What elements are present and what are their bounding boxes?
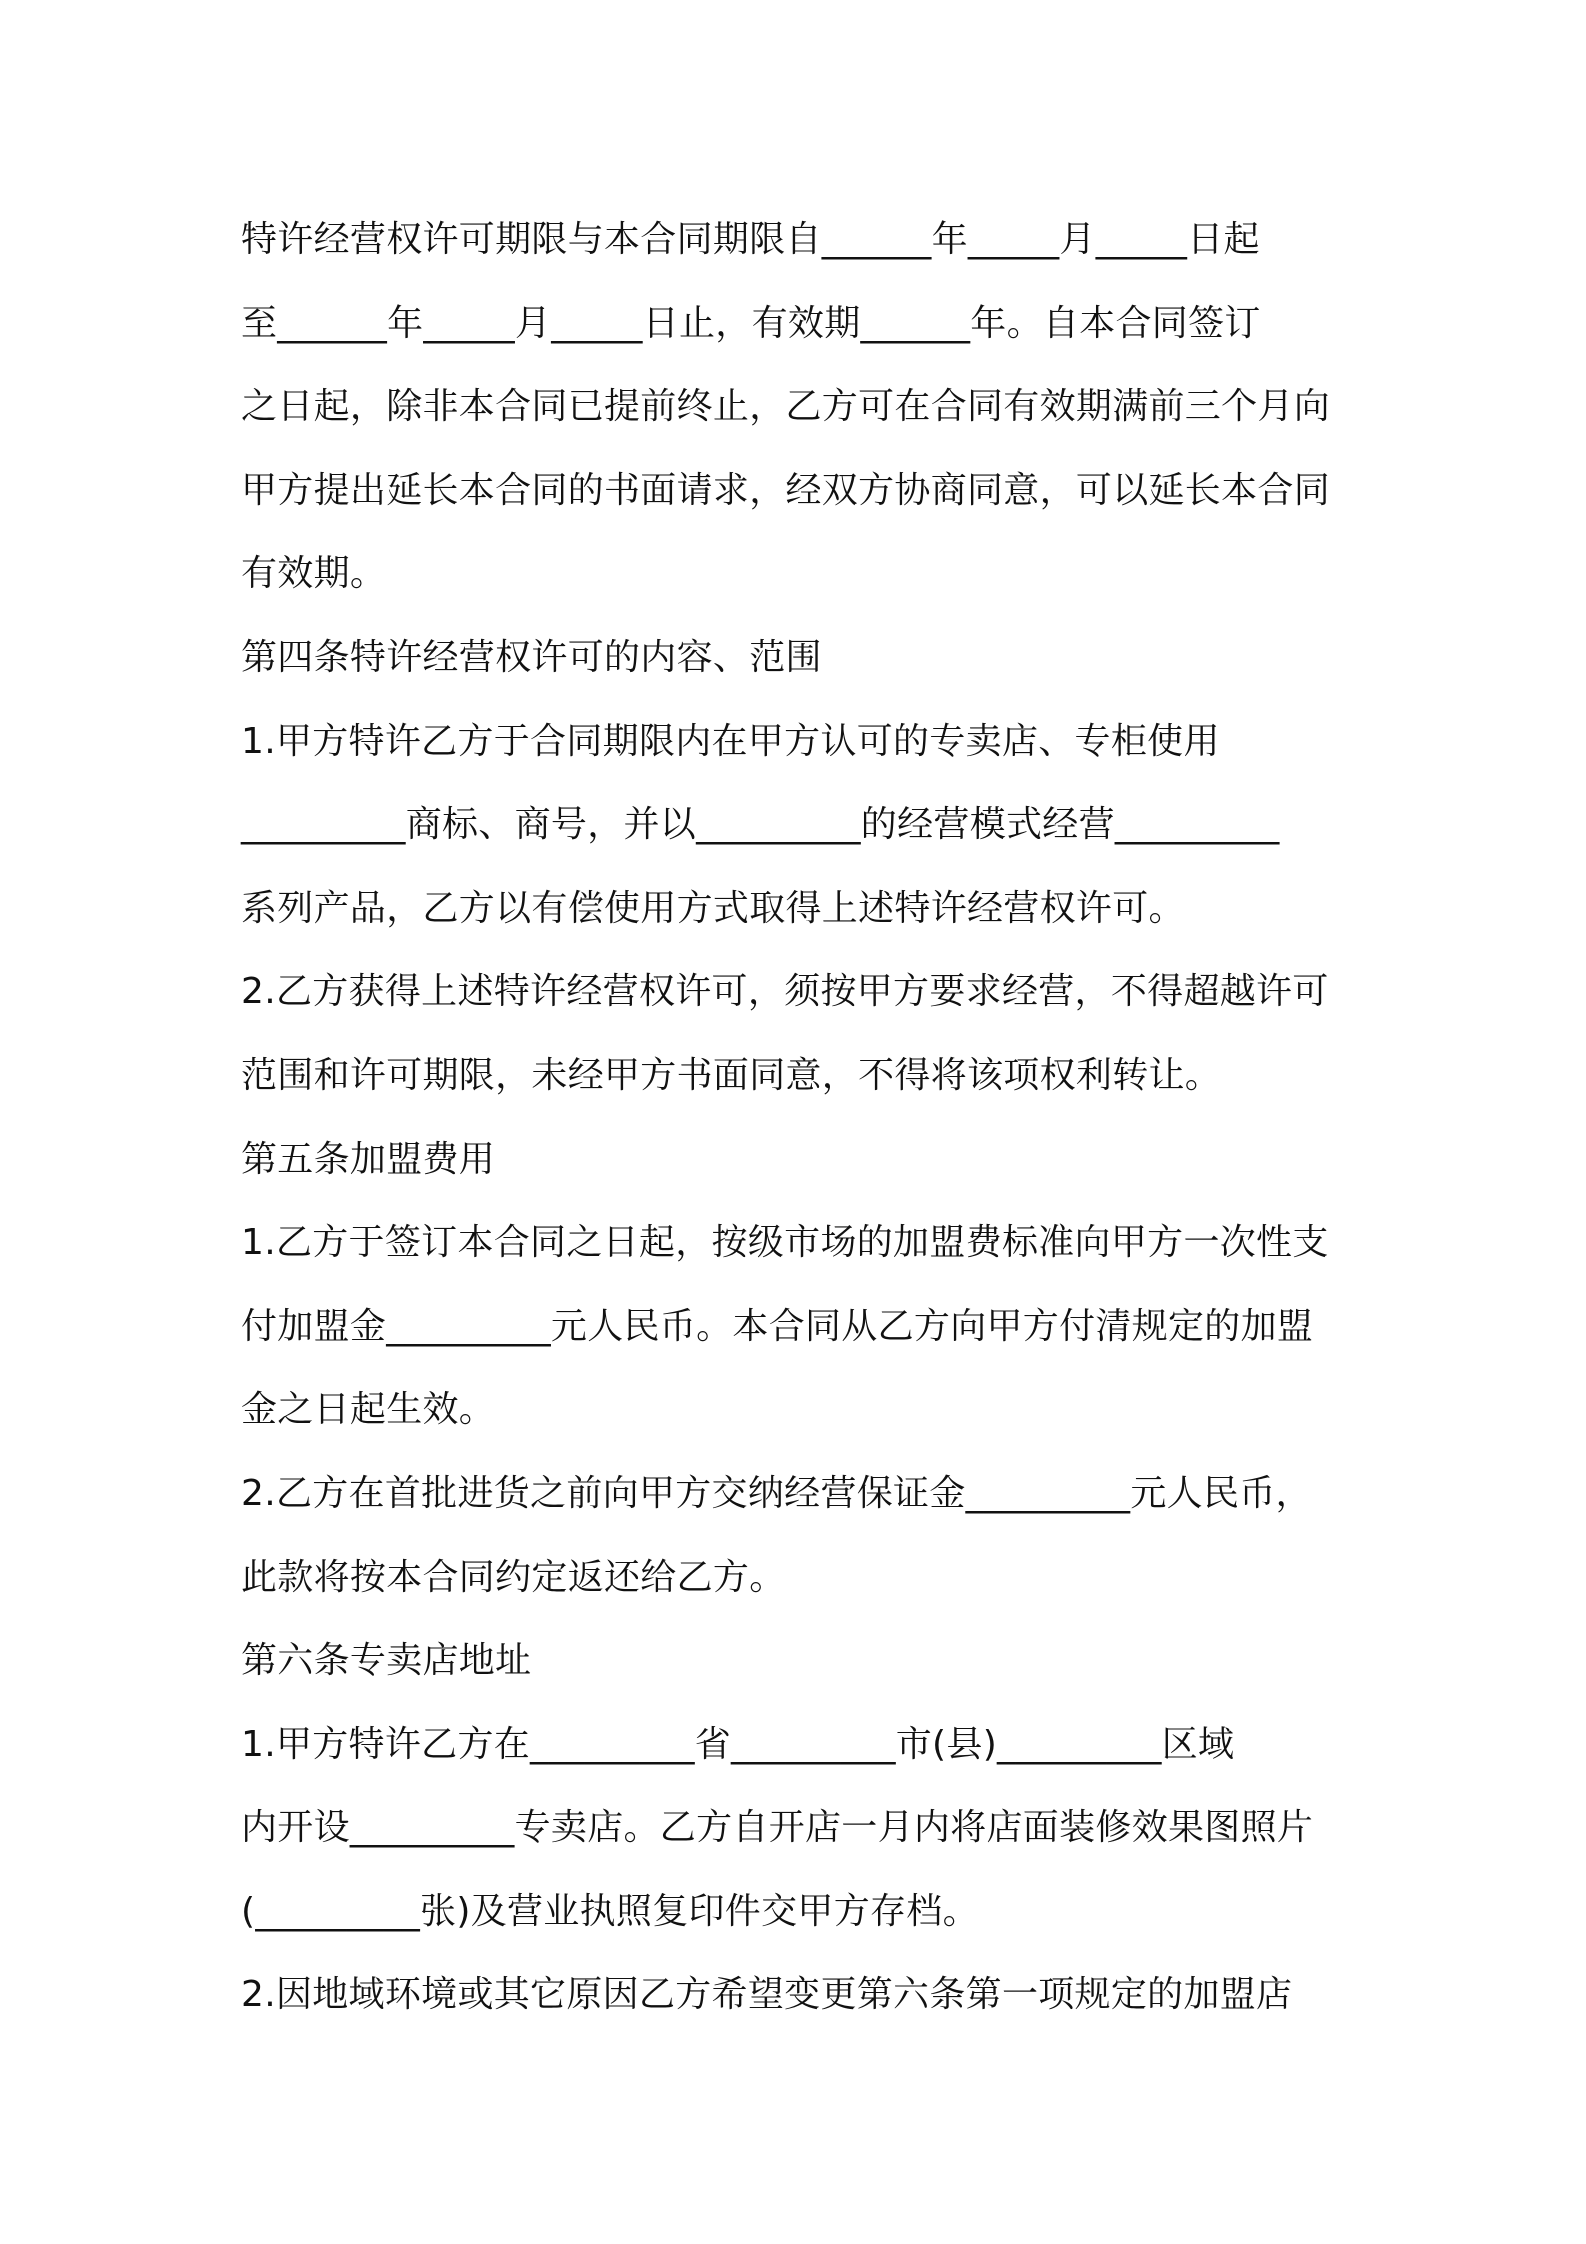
text-line: (_________张)及营业执照复印件交甲方存档。	[241, 1890, 979, 1932]
text-line: 特许经营权许可期限与本合同期限自______年_____月_____日起	[241, 219, 1260, 260]
text-line: 甲方提出延长本合同的书面请求，经双方协商同意，可以延长本合同	[241, 469, 1331, 511]
text-line: 内开设_________专卖店。乙方自开店一月内将店面装修效果图照片	[241, 1807, 1314, 1849]
text-line: 之日起，除非本合同已提前终止，乙方可在合同有效期满前三个月向	[241, 386, 1331, 428]
section-heading: 第五条加盟费用	[241, 1138, 496, 1180]
text-line: 金之日起生效。	[241, 1389, 496, 1431]
text-line: 此款将按本合同约定返还给乙方。	[241, 1556, 786, 1598]
text-line: 至______年_____月_____日止，有效期______年。自本合同签订	[241, 302, 1261, 344]
text-line: 2.因地域环境或其它原因乙方希望变更第六条第一项规定的加盟店	[241, 1974, 1293, 2016]
text-line: 系列产品，乙方以有偿使用方式取得上述特许经营权许可。	[241, 887, 1185, 929]
section-heading: 第四条特许经营权许可的内容、范围	[241, 636, 822, 678]
text-line: 2.乙方获得上述特许经营权许可，须按甲方要求经营，不得超越许可	[241, 971, 1329, 1013]
text-line: 1.甲方特许乙方在_________省_________市(县)_________区域	[241, 1723, 1235, 1765]
document-body	[241, 198, 1361, 2037]
text-line: 1.甲方特许乙方于合同期限内在甲方认可的专卖店、专柜使用	[241, 720, 1220, 762]
text-line: 范围和许可期限，未经甲方书面同意，不得将该项权利转让。	[241, 1054, 1222, 1096]
text-line: 付加盟金_________元人民币。本合同从乙方向甲方付清规定的加盟	[241, 1305, 1314, 1347]
text-line: 1.乙方于签订本合同之日起，按级市场的加盟费标准向甲方一次性支	[241, 1222, 1329, 1264]
text-line: 有效期。	[241, 553, 387, 595]
text-line: 2.乙方在首批进货之前向甲方交纳经营保证金_________元人民币，	[241, 1472, 1312, 1514]
text-line: _________商标、商号，并以_________的经营模式经营_________	[241, 804, 1280, 846]
section-heading: 第六条专卖店地址	[241, 1640, 532, 1682]
